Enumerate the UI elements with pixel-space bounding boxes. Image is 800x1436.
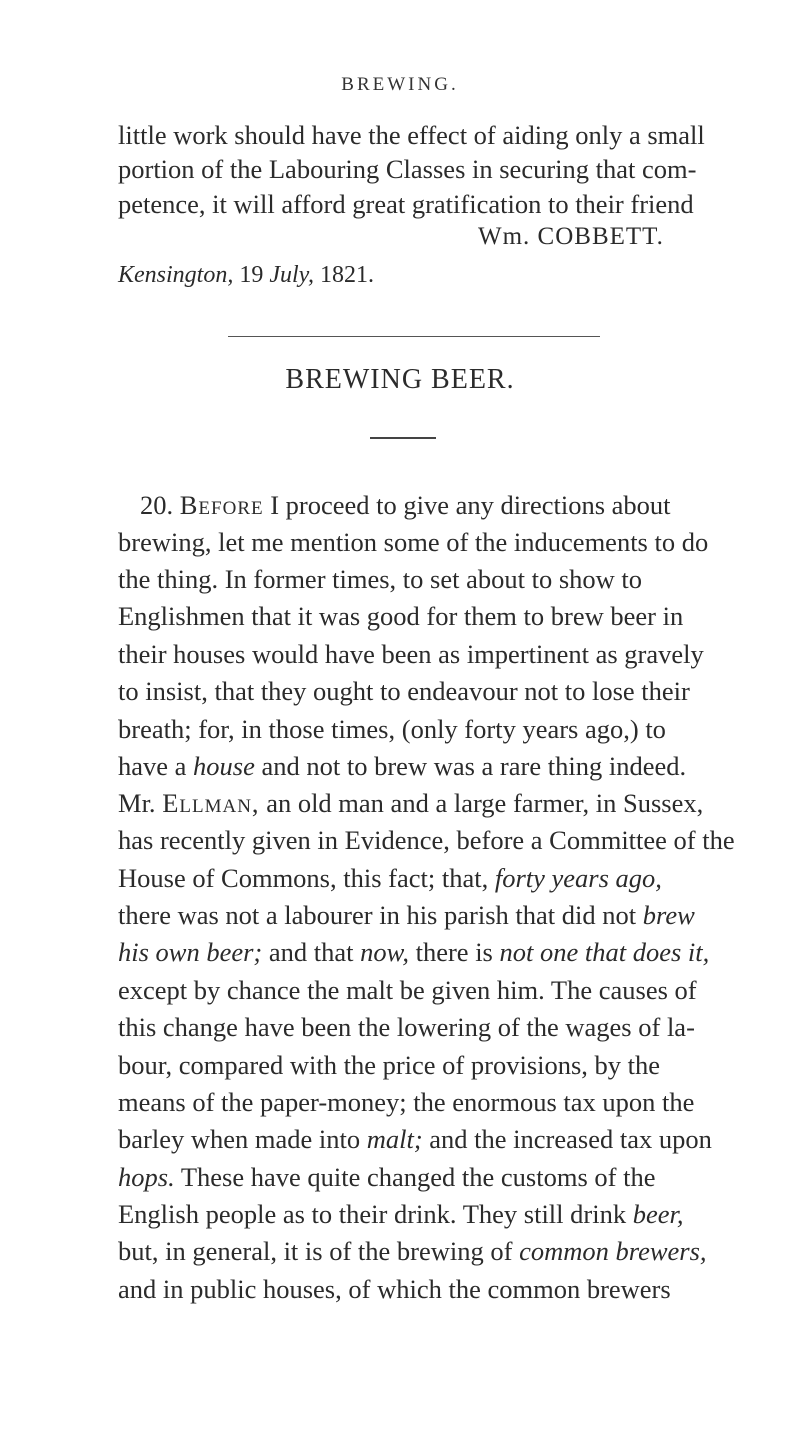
intro-line-2: portion of the Labouring Classes in securing that com-: [118, 154, 697, 184]
para-line-7: breath; for, in those times, (only forty years ago,) to: [118, 714, 666, 744]
para-line-19: hops. These have quite changed the customs of the: [118, 1162, 656, 1192]
dateline-place: Kensington,: [118, 262, 234, 288]
paragraph-first-word: Before: [179, 490, 264, 520]
dateline-year: 1821.: [320, 262, 374, 288]
person-name: Ellman,: [162, 788, 260, 818]
signature: Wm. COBBETT.: [478, 223, 664, 250]
para-line-8: have a house and not to brew was a rare thing indeed.: [118, 751, 687, 781]
dateline: [118, 258, 374, 292]
para-line-12: there was not a labourer in his parish that did not brew: [118, 900, 695, 930]
para-line-18: barley when made into malt; and the increased tax upon: [118, 1124, 712, 1154]
para-line-21: but, in general, it is of the brewing of common brewers,: [118, 1236, 707, 1266]
divider-rule: [228, 336, 600, 337]
intro-line-3: petence, it will afford great gratification to their friend: [118, 189, 694, 219]
para-line-3: the thing. In former times, to set about to show to: [118, 564, 643, 594]
paragraph-number: 20.: [140, 490, 174, 520]
para-line-11: House of Commons, this fact; that, forty years ago,: [118, 863, 662, 893]
para-line-6: to insist, that they ought to endeavour not to lose their: [118, 676, 690, 706]
short-rule: [370, 437, 436, 439]
para-line-1: 20. Before I proceed to give any directions about: [140, 490, 671, 520]
para-line-2: brewing, let me mention some of the inducements to do: [118, 527, 709, 557]
para-line-15: this change have been the lowering of the wages of la-: [118, 1012, 695, 1042]
para-line-22: and in public houses, of which the common brewers: [118, 1274, 671, 1304]
para-line-16: bour, compared with the price of provisions, by the: [118, 1050, 661, 1080]
para-line-20: English people as to their drink. They still drink beer,: [118, 1199, 684, 1229]
section-title: BREWING BEER.: [285, 364, 515, 395]
running-head: BREWING.: [341, 74, 459, 95]
dateline-day: 19: [239, 262, 264, 288]
para-line-14: except by chance the malt be given him. The causes of: [118, 975, 697, 1005]
intro-line-1: little work should have the effect of aiding only a small: [118, 120, 705, 150]
para-line-9: Mr. Ellman, an old man and a large farmer, in Sussex,: [118, 788, 704, 818]
para-line-10: has recently given in Evidence, before a Committee of the: [118, 825, 735, 855]
para-line-17: means of the paper-money; the enormous tax upon the: [118, 1087, 695, 1117]
para-line-5: their houses would have been as impertinent as gravely: [118, 639, 704, 669]
para-line-13: his own beer; and that now, there is not one that does it,: [118, 937, 710, 967]
dateline-month: July,: [269, 262, 314, 288]
para-line-4: Englishmen that it was good for them to brew beer in: [118, 601, 684, 631]
